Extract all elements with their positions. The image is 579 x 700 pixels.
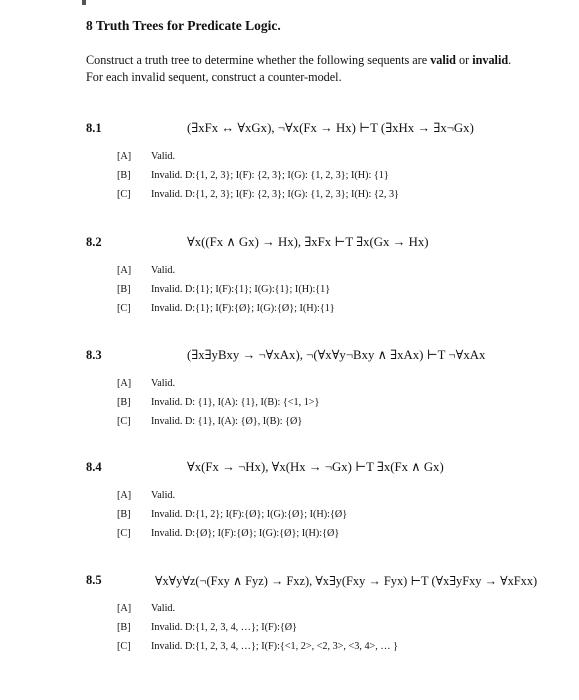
answer-options — [117, 490, 537, 547]
answer-options — [117, 603, 537, 660]
intro-text-end: . For each invalid sequent, construct a counter-model. — [86, 53, 512, 84]
sequent: (∃xFx ↔ ∀xGx), ¬∀x(Fx → Hx) ⊢T (∃xHx → ∃x¬Gx) — [187, 121, 474, 135]
problem-number: 8.5 — [86, 573, 102, 587]
option-label: [B] — [117, 170, 131, 181]
section-title: 8 Truth Trees for Predicate Logic. — [86, 18, 281, 33]
option-text: Valid. — [151, 490, 176, 501]
invalid-keyword: invalid — [472, 53, 509, 67]
option-label: [C] — [117, 303, 131, 314]
option-b[interactable] — [117, 622, 537, 641]
option-text: Valid. — [151, 151, 176, 162]
option-b[interactable] — [117, 170, 537, 189]
option-b[interactable] — [117, 509, 537, 528]
option-text: Invalid. D:{1, 2, 3, 4, …}; I(F):{Ø} — [151, 622, 298, 633]
option-label: [C] — [117, 528, 131, 539]
valid-keyword: valid — [430, 53, 456, 67]
sequent: (∃x∃yBxy → ¬∀xAx), ¬(∀x∀y¬Bxy ∧ ∃xAx) ⊢T ¬∀xAx — [187, 348, 486, 362]
sequent: ∀x∀y∀z(¬(Fxy ∧ Fyz) → Fxz), ∀x∃y(Fxy → Fyx) ⊢T (∀x∃yFxy → ∀xFxx) — [155, 574, 538, 588]
answer-options — [117, 265, 537, 322]
option-a[interactable] — [117, 378, 537, 397]
option-text: Invalid. D:{1, 2, 3}; I(F): {2, 3}; I(G): {1, 2, 3}; I(H): {1} — [151, 170, 389, 181]
option-label: [A] — [117, 603, 132, 614]
option-text: Valid. — [151, 603, 176, 614]
option-text: Invalid. D: {1}, I(A): {Ø}, I(B): {Ø} — [151, 416, 303, 427]
option-text: Invalid. D:{Ø}; I(F):{Ø}; I(G):{Ø}; I(H):{Ø} — [151, 528, 340, 539]
option-label: [A] — [117, 378, 132, 389]
option-text: Invalid. D:{1, 2, 3}; I(F): {2, 3}; I(G): {1, 2, 3}; I(H): {2, 3} — [151, 189, 399, 200]
option-text: Invalid. D: {1}, I(A): {1}, I(B): {<1, 1>} — [151, 397, 320, 408]
sequent: ∀x(Fx → ¬Hx), ∀x(Hx → ¬Gx) ⊢T ∃x(Fx ∧ Gx) — [187, 460, 444, 474]
problem-number: 8.4 — [86, 460, 102, 474]
problem-number: 8.3 — [86, 348, 102, 362]
option-text: Invalid. D:{1}; I(F):{Ø}; I(G):{Ø}; I(H):{1} — [151, 303, 335, 314]
option-label: [B] — [117, 622, 131, 633]
problem-number: 8.1 — [86, 121, 102, 135]
option-b[interactable] — [117, 284, 537, 303]
page-edge-mark — [82, 0, 86, 5]
option-label: [B] — [117, 284, 131, 295]
option-a[interactable] — [117, 603, 537, 622]
option-label: [C] — [117, 416, 131, 427]
option-text: Invalid. D:{1, 2}; I(F):{Ø}; I(G):{Ø}; I(H):{Ø} — [151, 509, 348, 520]
problem-number: 8.2 — [86, 235, 102, 249]
option-label: [A] — [117, 265, 132, 276]
option-c[interactable] — [117, 303, 537, 322]
option-c[interactable] — [117, 528, 537, 547]
option-text: Valid. — [151, 265, 176, 276]
option-c[interactable] — [117, 641, 537, 660]
option-label: [C] — [117, 189, 131, 200]
option-label: [A] — [117, 490, 132, 501]
intro-text-start: Construct a truth tree to determine whether the following sequents are — [86, 53, 431, 67]
option-text: Invalid. D:{1, 2, 3, 4, …}; I(F):{<1, 2>, <2, 3>, <3, 4>, … } — [151, 641, 399, 652]
option-a[interactable] — [117, 490, 537, 509]
option-label: [C] — [117, 641, 131, 652]
option-text: Invalid. D:{1}; I(F):{1}; I(G):{1}; I(H):{1} — [151, 284, 331, 295]
option-label: [B] — [117, 509, 131, 520]
option-text: Valid. — [151, 378, 176, 389]
option-b[interactable] — [117, 397, 537, 416]
option-label: [A] — [117, 151, 132, 162]
sequent: ∀x((Fx ∧ Gx) → Hx), ∃xFx ⊢T ∃x(Gx → Hx) — [187, 235, 429, 249]
option-a[interactable] — [117, 265, 537, 284]
answer-options — [117, 378, 537, 435]
instructions-paragraph — [86, 52, 516, 86]
option-c[interactable] — [117, 416, 537, 435]
option-a[interactable] — [117, 151, 537, 170]
or-text: or — [455, 53, 473, 67]
option-label: [B] — [117, 397, 131, 408]
answer-options — [117, 151, 537, 208]
option-c[interactable] — [117, 189, 537, 208]
